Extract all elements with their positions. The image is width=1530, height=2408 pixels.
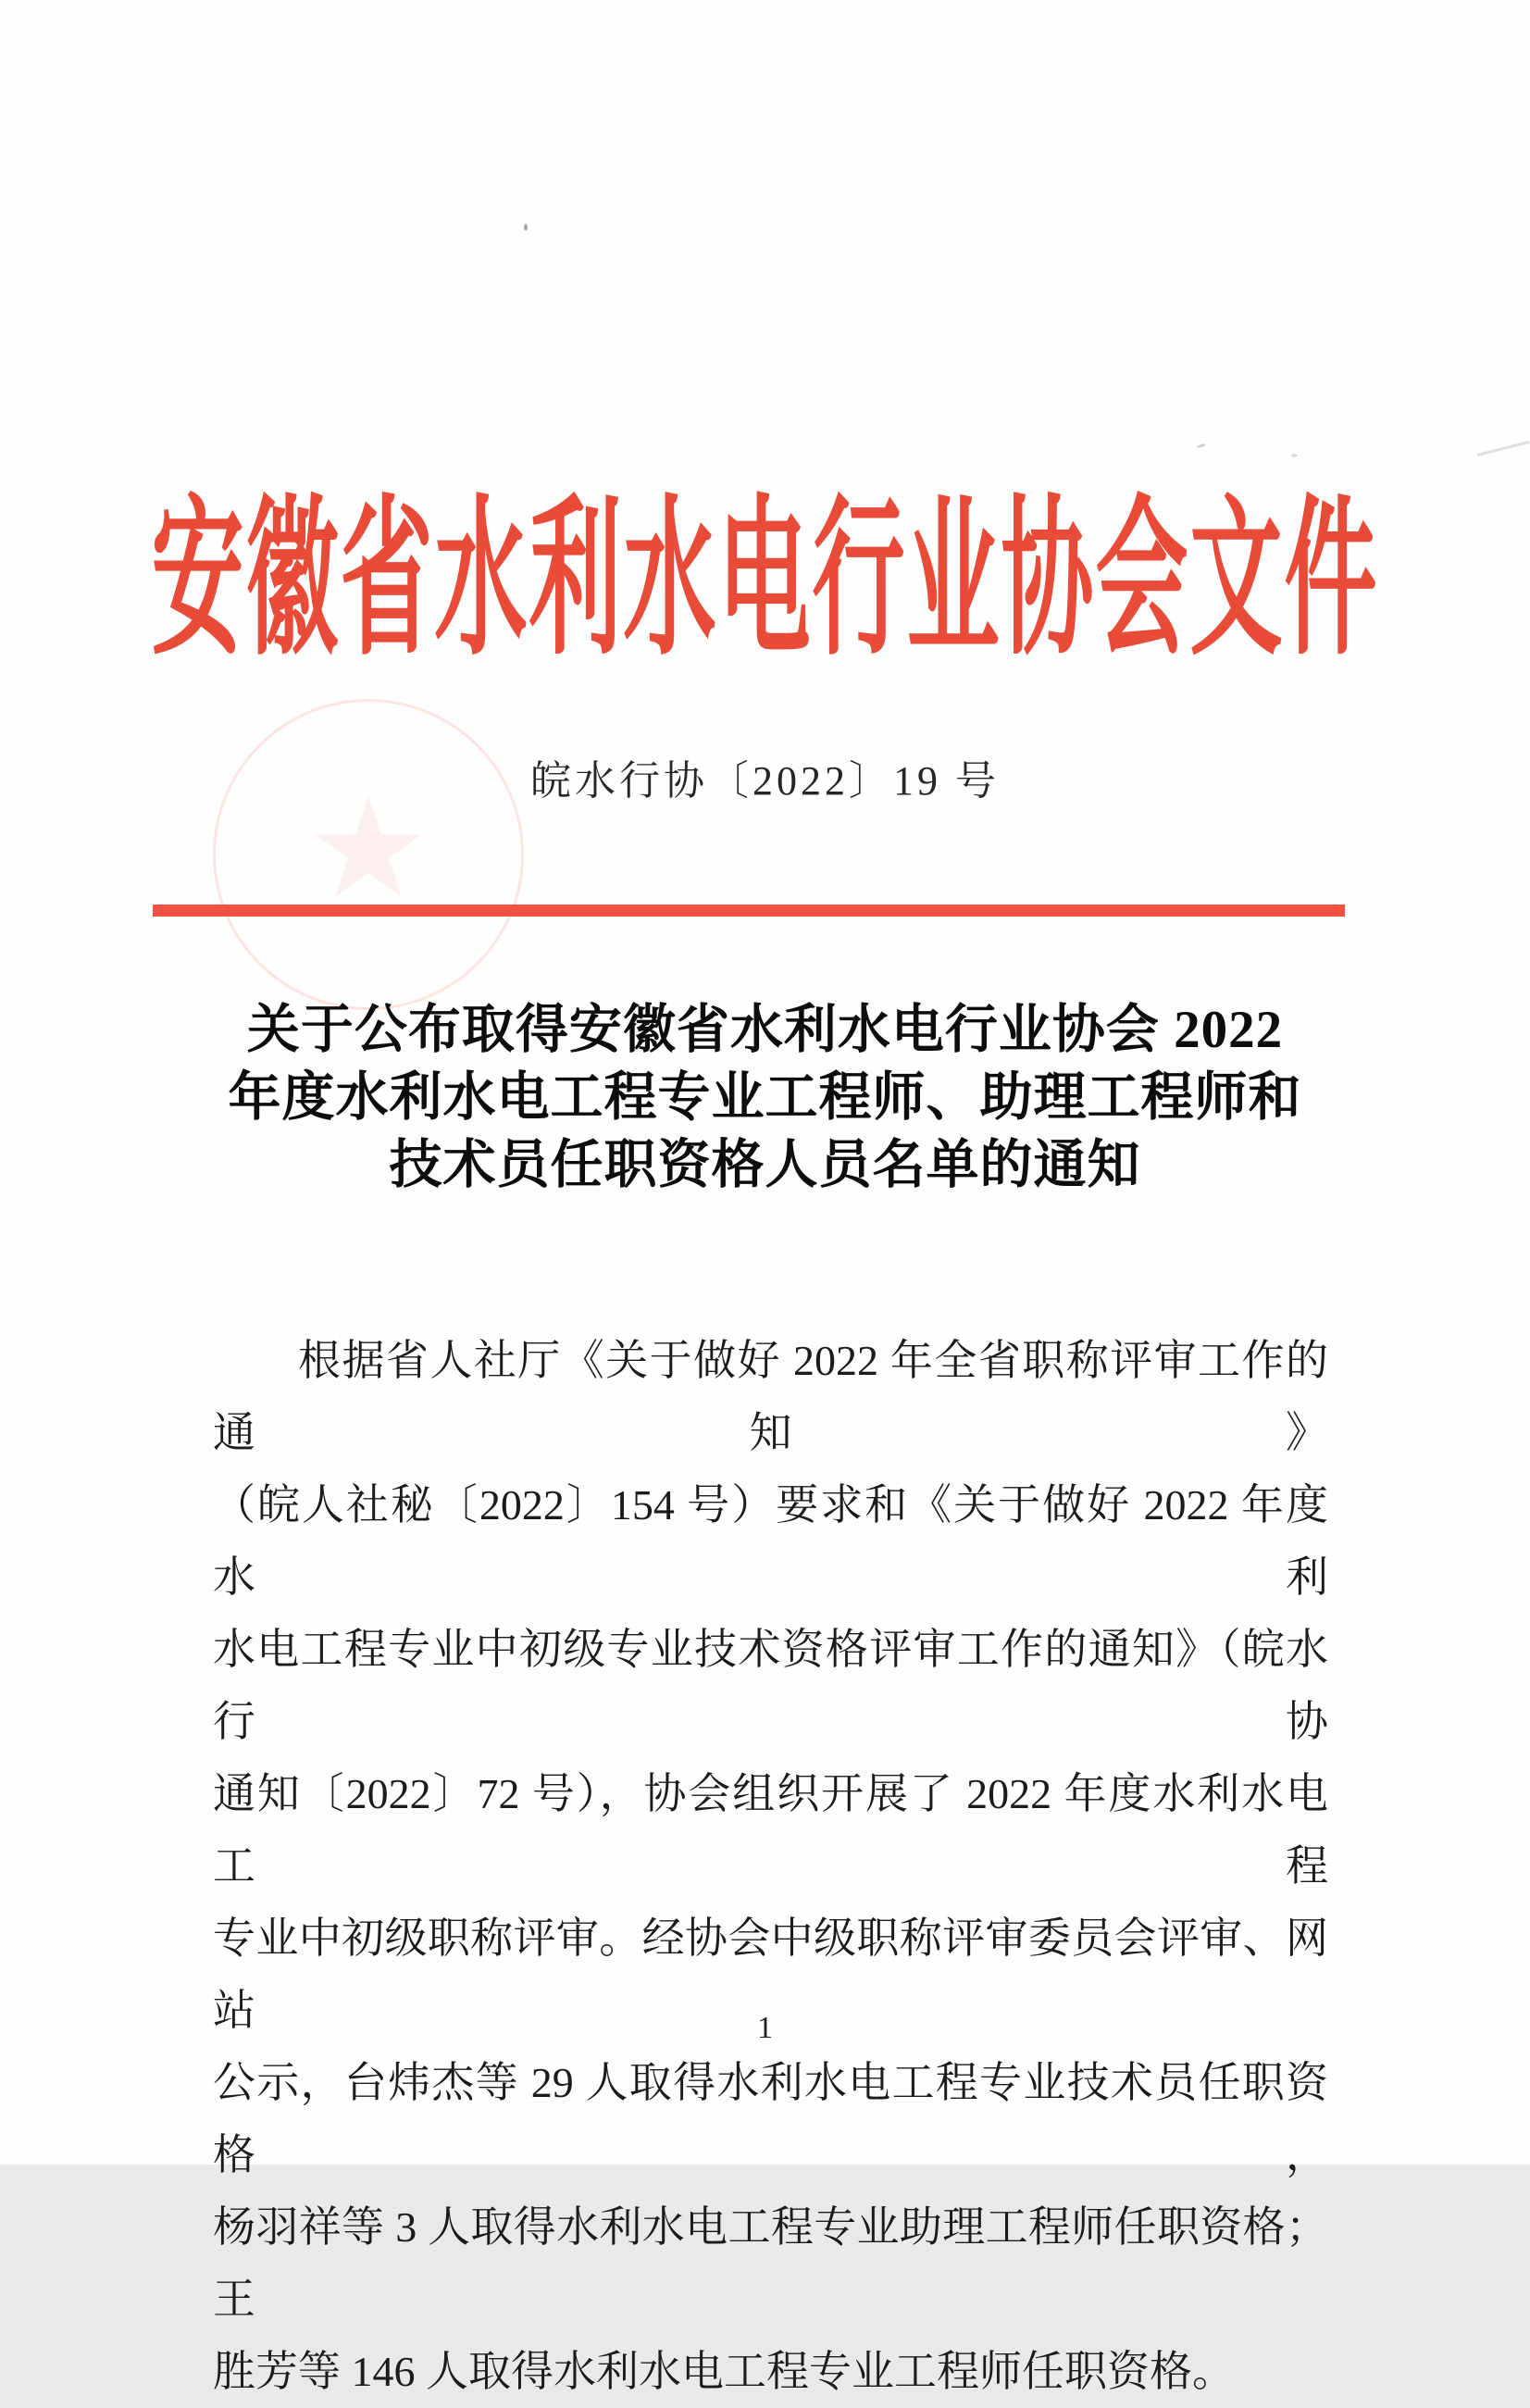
title-line: 技术员任职资格人员名单的通知: [389, 1136, 1141, 1194]
document-masthead: 安徽省水利水电行业协会文件: [151, 485, 1379, 676]
title-line: 年度水利水电工程专业工程师、助理工程师和: [228, 1068, 1302, 1127]
seal-star-icon: ★: [305, 768, 431, 930]
body-line: 通知〔2022〕72 号），协会组织开展了 2022 年度水利水电工程: [213, 1770, 1328, 1890]
scan-speck: [524, 224, 528, 231]
document-title: [0, 996, 1530, 1199]
seal-bleedthrough-icon: [213, 699, 524, 1010]
body-line: （皖人社秘〔2022〕154 号）要求和《关于做好 2022 年度水利: [213, 1481, 1328, 1601]
body-line: 公示，台炜杰等 29 人取得水利水电工程专业技术员任职资格，: [213, 2059, 1328, 2178]
scan-speck: [1291, 454, 1298, 457]
title-line: 关于公布取得安徽省水利水电行业协会 2022: [246, 1001, 1284, 1059]
body-paragraph: [213, 1325, 1328, 2408]
page-number: 1: [757, 2011, 773, 2045]
body-line: 根据省人社厅《关于做好 2022 年全省职称评审工作的通知》: [213, 1337, 1328, 1456]
body-line: 水电工程专业中初级专业技术资格评审工作的通知》（皖水行协: [213, 1626, 1328, 1745]
scan-scratch: [1476, 441, 1529, 456]
red-divider-rule: [153, 905, 1345, 917]
body-line: 杨羽祥等 3 人取得水利水电工程专业助理工程师任职资格；王: [213, 2203, 1328, 2323]
body-line: 专业中初级职称评审。经协会中级职称评审委员会评审、网站: [213, 1915, 1328, 2034]
body-line: 胜芳等 146 人取得水利水电工程专业工程师任职资格。: [213, 2348, 1235, 2395]
scan-speck: [1197, 443, 1206, 448]
document-number: 皖水行协〔2022〕19 号: [530, 758, 1000, 804]
